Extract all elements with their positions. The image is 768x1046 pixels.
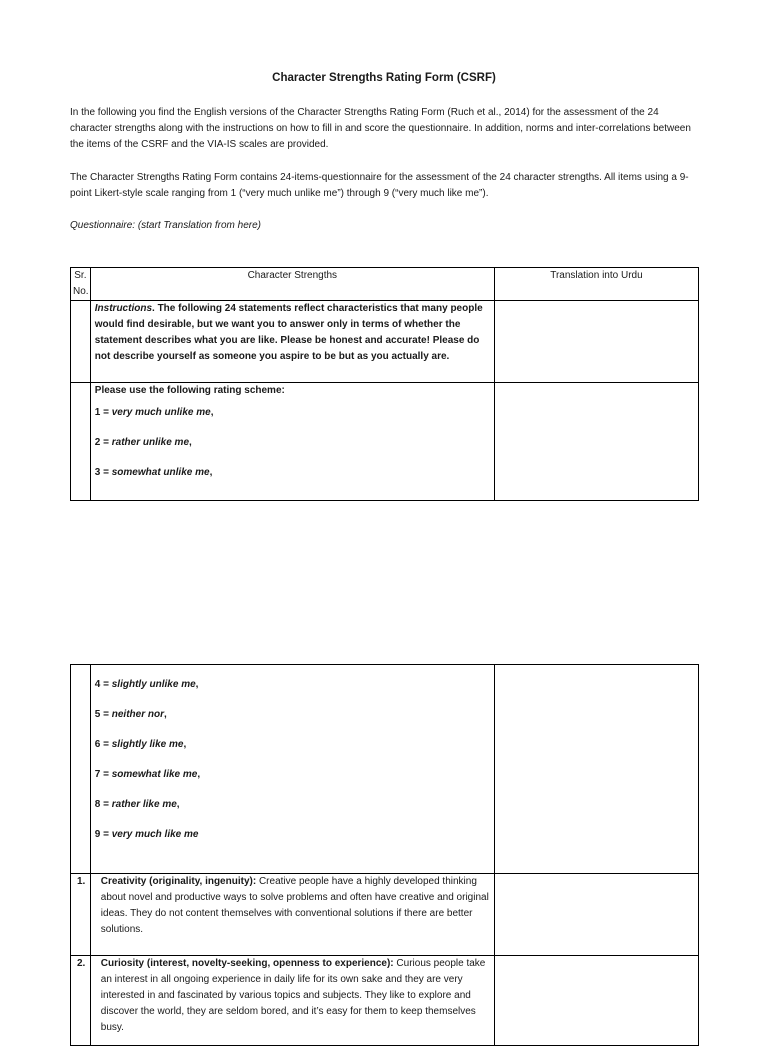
rating-separator: , [197,769,201,780]
rating-scale-option [95,405,490,421]
rating-scale-option [95,797,490,813]
rating-value: 9 = [94,829,112,840]
rating-label: neither nor [111,709,164,720]
item-text-cell [90,874,494,956]
item-translation-cell[interactable] [494,874,698,956]
item-number: 2. [71,956,91,1046]
rating-scheme-row [71,383,699,501]
rating-value: 1 = [94,407,112,418]
item-description: Creative people have a highly developed thinking about novel and productive ways to solve problems and often have creative and original ideas. They do not content themselves with conventional solutions if there are better solutions. [100,876,489,935]
item-row-1 [71,874,699,956]
rating-label: very much like me [111,829,199,840]
rating-scale-option [95,827,490,843]
rating-value: 4 = [94,679,112,690]
instructions-number-cell [71,301,91,383]
rating-scale-option [95,707,490,723]
rating-scale-list-continued [95,665,490,843]
rating-continued-translation-cell[interactable] [494,665,698,874]
rating-separator: , [183,739,187,750]
rating-scale-option [95,435,490,451]
item-strength-name: Curiosity (interest, novelty-seeking, openness to experience): [100,958,394,969]
rating-intro: Please use the following rating scheme: [94,385,285,396]
rating-scale-list [95,405,490,481]
rating-value: 3 = [94,467,112,478]
rating-separator: , [176,799,180,810]
rating-label: slightly like me [111,739,184,750]
rating-value: 2 = [94,437,112,448]
rating-value: 5 = [94,709,112,720]
rating-separator: , [189,437,192,448]
questionnaire-note: Questionnaire: (start Translation from here) [70,220,262,231]
intro-paragraph: In the following you find the English versions of the Character Strengths Rating Form (Ruch et al., 2014) for the assessment of the 24 character strengths along with the instructions on how to fill in and score the questionnaire. In addition, norms and inter-correlations between the items of the CSRF and the VIA-IS scales are provided. [70,107,691,150]
rating-scale-option [95,737,490,753]
item-translation-cell[interactable] [494,956,698,1046]
instructions-cell [90,301,494,383]
instructions-translation-cell[interactable] [494,301,698,383]
header-translation: Translation into Urdu [494,268,698,301]
rating-separator: , [195,679,199,690]
rating-separator: , [210,407,214,418]
form-table-part-1 [70,267,699,501]
rating-continued-number-cell [71,665,91,874]
item-description: Curious people take an interest in all ongoing experience in daily life for its own sake and they are very interested in and fascinated by various topics and subjects. They like to explore and discover the world, they are seldom bored, and it’s easy for them to keep themselves busy. [100,958,486,1033]
rating-scheme-continued-row [71,665,699,874]
header-sr-no: Sr. No. [71,268,91,301]
instructions-row [71,301,699,383]
rating-label: rather like me [111,799,177,810]
rating-translation-cell[interactable] [494,383,698,501]
rating-scale-option [95,677,490,693]
rating-label: rather unlike me [111,437,190,448]
rating-value: 7 = [94,769,112,780]
rating-label: somewhat like me [111,769,198,780]
item-row-2 [71,956,699,1046]
rating-label: somewhat unlike me [111,467,210,478]
item-strength-name: Creativity (originality, ingenuity): [100,876,257,887]
instructions-text: . The following 24 statements reflect characteristics that many people would find desirable, but we want you to answer only in terms of whether the statement describes what you are like. Please be honest and accurate! Please do not describe yourself as someone you aspire to be but as you actually are. [94,303,483,362]
header-character-strengths: Character Strengths [90,268,494,301]
rating-value: 6 = [94,739,112,750]
rating-scale-option [95,767,490,783]
rating-scale-option [95,465,490,481]
rating-separator: , [209,467,213,478]
form-title: Character Strengths Rating Form (CSRF) [272,72,496,84]
item-text-cell [90,956,494,1046]
rating-label: slightly unlike me [111,679,196,690]
form-table-part-2 [70,664,699,1046]
rating-number-cell [71,383,91,501]
rating-scheme-cell [90,383,494,501]
rating-value: 8 = [94,799,112,810]
rating-label: very much unlike me [111,407,211,418]
instructions-lead: Instructions [94,303,153,314]
item-number: 1. [71,874,91,956]
table-header-row [71,268,699,301]
description-paragraph: The Character Strengths Rating Form contains 24-items-questionnaire for the assessment of the 24 character strengths. All items using a 9-point Likert-style scale ranging from 1 (“very much unlike me”) through 9 (“very much like me”). [70,172,689,199]
rating-continued-cell [90,665,494,874]
rating-separator: , [163,709,167,720]
